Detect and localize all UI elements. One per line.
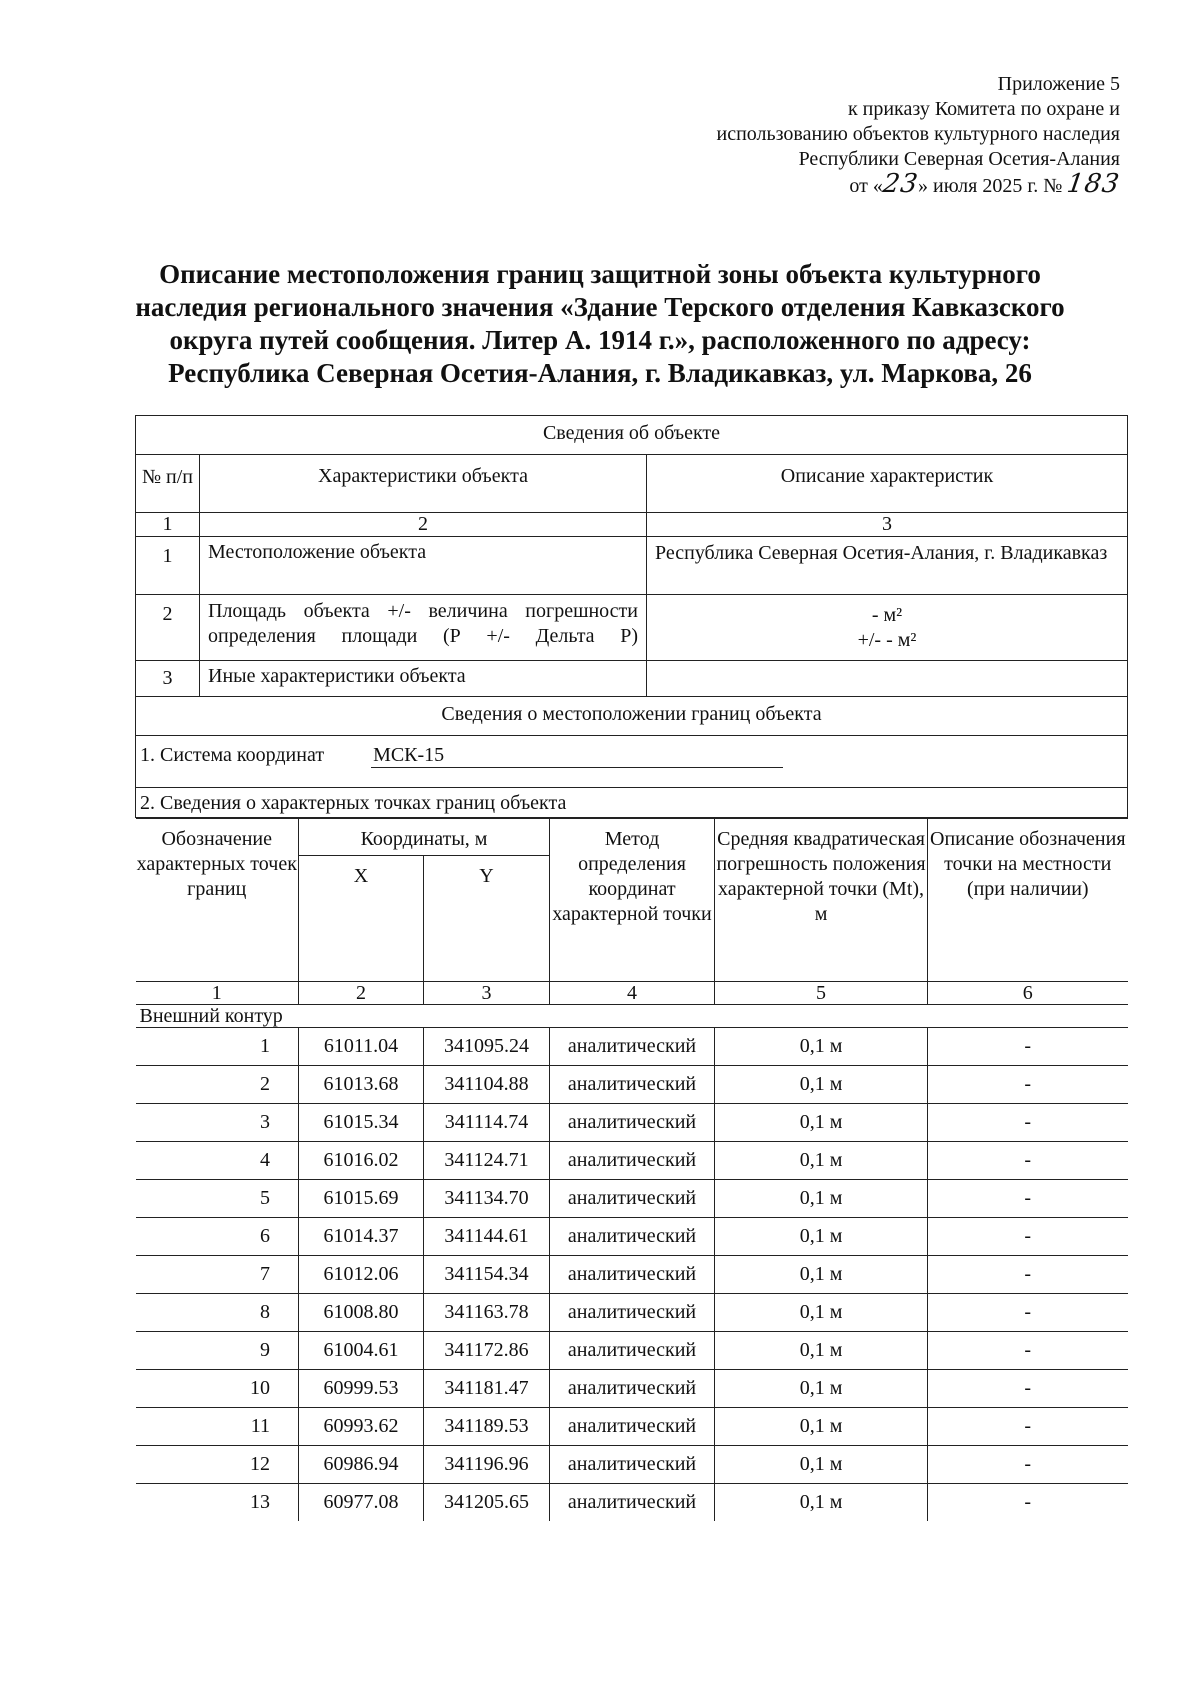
point-number: 9	[136, 1332, 299, 1370]
point-y: 341163.78	[424, 1294, 550, 1332]
table-row	[136, 1104, 1128, 1142]
appendix-number: Приложение 5	[997, 73, 1120, 95]
point-x: 61013.68	[299, 1066, 424, 1104]
point-y: 341196.96	[424, 1446, 550, 1484]
point-error: 0,1 м	[715, 1294, 928, 1332]
row-characteristic: Местоположение объекта	[200, 537, 647, 595]
point-method: аналитический	[550, 1408, 715, 1446]
point-x: 60993.62	[299, 1408, 424, 1446]
col-header-characteristic: Характеристики объекта	[200, 455, 647, 513]
point-x: 61015.69	[299, 1180, 424, 1218]
point-number: 13	[136, 1484, 299, 1522]
point-x: 61012.06	[299, 1256, 424, 1294]
point-method: аналитический	[550, 1332, 715, 1370]
info-row-location	[136, 537, 1128, 595]
col-index: 1	[136, 513, 200, 537]
point-method: аналитический	[550, 1180, 715, 1218]
point-description: -	[928, 1218, 1128, 1256]
point-number: 6	[136, 1218, 299, 1256]
point-description: -	[928, 1256, 1128, 1294]
point-error: 0,1 м	[715, 1066, 928, 1104]
row-description	[647, 595, 1128, 661]
col-header-description: Описание характеристик	[647, 455, 1128, 513]
point-y: 341104.88	[424, 1066, 550, 1104]
table-row	[136, 1218, 1128, 1256]
info-row-other	[136, 661, 1128, 697]
committee-name: использованию объектов культурного наследия	[716, 123, 1120, 145]
point-error: 0,1 м	[715, 1180, 928, 1218]
point-y: 341144.61	[424, 1218, 550, 1256]
point-y: 341154.34	[424, 1256, 550, 1294]
table-row	[136, 1484, 1128, 1522]
row-number: 3	[136, 661, 200, 697]
point-error: 0,1 м	[715, 1028, 928, 1066]
point-error: 0,1 м	[715, 1142, 928, 1180]
header-x: X	[299, 856, 424, 982]
col-index: 2	[200, 513, 647, 537]
row-characteristic: Иные характеристики объекта	[200, 661, 647, 697]
col-number: 2	[299, 982, 424, 1005]
coord-system-row	[136, 736, 1128, 788]
row-number: 1	[136, 537, 200, 595]
point-y: 341189.53	[424, 1408, 550, 1446]
coord-system-value: МСК-15	[371, 744, 783, 768]
point-description: -	[928, 1408, 1128, 1446]
point-description: -	[928, 1104, 1128, 1142]
table-row	[136, 1256, 1128, 1294]
title-line: Республика Северная Осетия-Алания, г. Владикавказ, ул. Маркова, 26	[168, 358, 1032, 388]
row-description	[647, 661, 1128, 697]
boundaries-heading: Сведения о местоположении границ объекта	[136, 697, 1128, 736]
table-row	[136, 1446, 1128, 1484]
point-error: 0,1 м	[715, 1446, 928, 1484]
point-error: 0,1 м	[715, 1218, 928, 1256]
row-characteristic: Площадь объекта +/- величина погрешности определения площади (Р +/- Дельта Р)	[200, 595, 647, 661]
point-error: 0,1 м	[715, 1408, 928, 1446]
table-row	[136, 1332, 1128, 1370]
point-number: 3	[136, 1104, 299, 1142]
order-date-line	[717, 169, 1123, 199]
header-coordinates: Координаты, м	[299, 819, 550, 856]
point-y: 341124.71	[424, 1142, 550, 1180]
point-error: 0,1 м	[715, 1370, 928, 1408]
col-number: 1	[136, 982, 299, 1005]
appendix-header	[717, 72, 1121, 199]
point-y: 341205.65	[424, 1484, 550, 1522]
point-y: 341172.86	[424, 1332, 550, 1370]
point-description: -	[928, 1370, 1128, 1408]
document-title	[100, 258, 1100, 390]
table-row	[136, 1294, 1128, 1332]
table-row	[136, 1028, 1128, 1066]
title-line: Описание местоположения границ защитной зоны объекта культурного	[159, 259, 1041, 289]
table-row	[136, 1180, 1128, 1218]
point-number: 12	[136, 1446, 299, 1484]
point-y: 341134.70	[424, 1180, 550, 1218]
republic-name: Республики Северная Осетия-Алания	[798, 148, 1120, 170]
point-number: 4	[136, 1142, 299, 1180]
contour-label: Внешний контур	[136, 1005, 1128, 1028]
point-description: -	[928, 1066, 1128, 1104]
point-method: аналитический	[550, 1294, 715, 1332]
col-number: 6	[928, 982, 1128, 1005]
point-error: 0,1 м	[715, 1256, 928, 1294]
point-method: аналитический	[550, 1028, 715, 1066]
row-description: Республика Северная Осетия-Алания, г. Владикавказ	[647, 537, 1128, 595]
point-description: -	[928, 1484, 1128, 1522]
point-number: 5	[136, 1180, 299, 1218]
handwritten-order-number: 183	[1065, 169, 1123, 199]
order-reference: к приказу Комитета по охране и	[847, 98, 1120, 120]
table-row	[136, 1408, 1128, 1446]
header-method: Метод определения координат характерной точки	[550, 819, 715, 982]
header-y: Y	[424, 856, 550, 982]
col-number: 4	[550, 982, 715, 1005]
point-number: 7	[136, 1256, 299, 1294]
col-index: 3	[647, 513, 1128, 537]
object-info-heading: Сведения об объекте	[136, 416, 1128, 455]
point-x: 60999.53	[299, 1370, 424, 1408]
point-error: 0,1 м	[715, 1332, 928, 1370]
point-x: 61016.02	[299, 1142, 424, 1180]
point-y: 341114.74	[424, 1104, 550, 1142]
point-description: -	[928, 1294, 1128, 1332]
header-error: Средняя квадратическая погрешность положения характерной точки (Mt), м	[715, 819, 928, 982]
point-x: 60986.94	[299, 1446, 424, 1484]
point-method: аналитический	[550, 1066, 715, 1104]
point-method: аналитический	[550, 1142, 715, 1180]
handwritten-day: 23	[880, 169, 921, 199]
point-number: 10	[136, 1370, 299, 1408]
point-method: аналитический	[550, 1218, 715, 1256]
point-description: -	[928, 1332, 1128, 1370]
point-number: 2	[136, 1066, 299, 1104]
point-x: 61004.61	[299, 1332, 424, 1370]
table-row	[136, 1066, 1128, 1104]
point-number: 8	[136, 1294, 299, 1332]
point-x: 61011.04	[299, 1028, 424, 1066]
object-info-table	[135, 415, 1128, 1521]
col-header-num: № п/п	[136, 455, 200, 513]
point-x: 61015.34	[299, 1104, 424, 1142]
point-x: 61014.37	[299, 1218, 424, 1256]
point-method: аналитический	[550, 1104, 715, 1142]
date-mid: » июля 2025 г. №	[918, 175, 1063, 197]
point-method: аналитический	[550, 1256, 715, 1294]
col-number: 5	[715, 982, 928, 1005]
title-line: округа путей сообщения. Литер А. 1914 г.», расположенного по адресу:	[169, 325, 1031, 355]
boundary-points-table	[136, 818, 1128, 1521]
point-number: 11	[136, 1408, 299, 1446]
point-x: 61008.80	[299, 1294, 424, 1332]
area-value: - м²	[871, 604, 903, 626]
point-description: -	[928, 1142, 1128, 1180]
point-method: аналитический	[550, 1446, 715, 1484]
row-number: 2	[136, 595, 200, 661]
table-row	[136, 1370, 1128, 1408]
point-error: 0,1 м	[715, 1104, 928, 1142]
point-description: -	[928, 1180, 1128, 1218]
point-error: 0,1 м	[715, 1484, 928, 1522]
point-number: 1	[136, 1028, 299, 1066]
date-prefix: от «	[849, 175, 883, 197]
col-number: 3	[424, 982, 550, 1005]
table-row	[136, 1142, 1128, 1180]
info-row-area	[136, 595, 1128, 661]
coord-system-label: 1. Система координат	[140, 744, 325, 766]
title-line: наследия регионального значения «Здание Терского отделения Кавказского	[135, 292, 1065, 322]
point-description: -	[928, 1446, 1128, 1484]
point-method: аналитический	[550, 1484, 715, 1522]
point-description: -	[928, 1028, 1128, 1066]
area-error: +/- - м²	[857, 629, 917, 651]
point-y: 341095.24	[424, 1028, 550, 1066]
points-label: 2. Сведения о характерных точках границ объекта	[136, 788, 1128, 818]
header-designation: Обозначение характерных точек границ	[136, 819, 299, 982]
point-x: 60977.08	[299, 1484, 424, 1522]
point-y: 341181.47	[424, 1370, 550, 1408]
header-description: Описание обозначения точки на местности (при наличии)	[928, 819, 1128, 982]
point-method: аналитический	[550, 1370, 715, 1408]
